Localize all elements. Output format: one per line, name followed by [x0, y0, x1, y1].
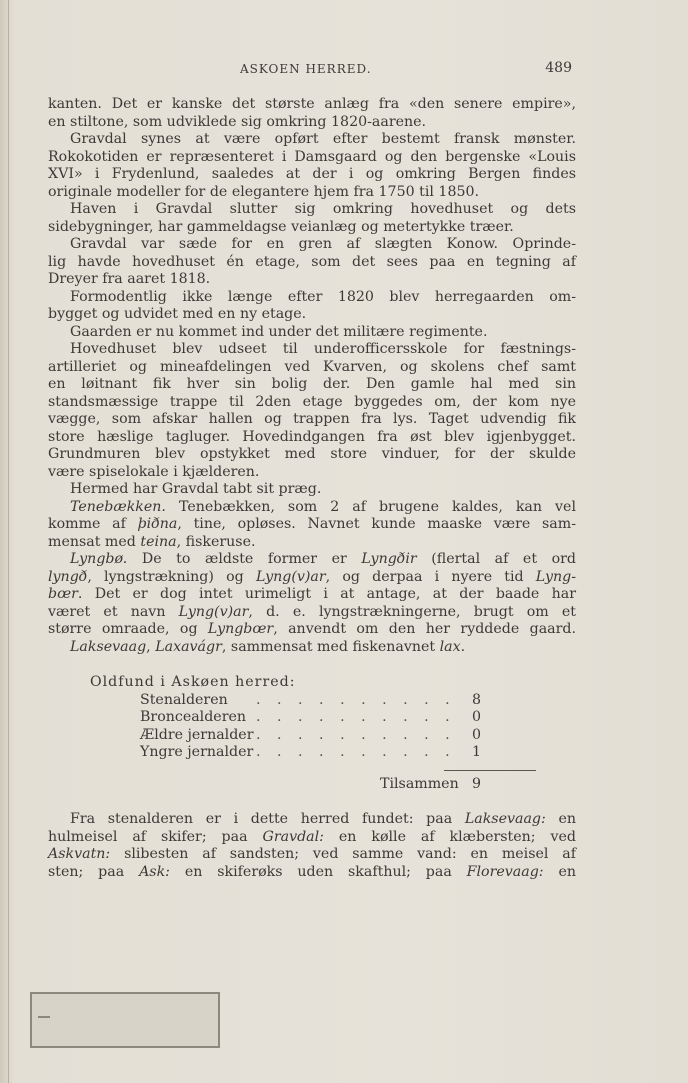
text-line: mensat med teina, fiskeruse. [48, 533, 256, 550]
stamp-mark [38, 1016, 50, 1018]
text-line: været et navn Lyng(v)ar, d. e. lyngstrækningerne, brugt om et [48, 603, 577, 620]
oldfund-table [48, 692, 576, 762]
text-line: Hovedhuset blev udseet til underofficersskole for fæstnings- [70, 341, 576, 357]
text-line: lig havde hovedhuset én etage, som det sees paa en tegning af [48, 253, 576, 270]
text-line: originale modeller for de elegantere hjem fra 1750 til 1850. [48, 183, 480, 200]
text-line: Tenebækken. Tenebækken, som 2 af brugene kaldes, kan vel [70, 498, 576, 515]
text-line: sten; paa Ask: en skiferøks uden skafthul; paa Florevaag: en [48, 863, 576, 880]
text-line: sidebygninger, har gammeldagse veianlæg og metertykke træer. [48, 218, 514, 235]
leader-dots: . . . . . . . . . . [256, 744, 456, 760]
text-line: bœr. Det er dog intet urimeligt i at antage, at der baade har [48, 586, 576, 602]
text-line: Laksevaag, Laxavágr, sammensat med fiskenavnet lax. [70, 638, 466, 655]
oldfund-row [48, 692, 576, 710]
leader-dots: . . . . . . . . . . [256, 709, 456, 725]
find-count: 0 [472, 726, 482, 743]
closing-paragraph [48, 811, 576, 881]
text-line: Hermed har Gravdal tabt sit præg. [70, 481, 322, 497]
period-label: Ældre jernalder [140, 726, 254, 743]
text-line: være spiselokale i kjælderen. [48, 463, 260, 480]
total-value: 9 [472, 775, 482, 792]
oldfund-row [48, 727, 576, 745]
oldfund-total-row [48, 776, 576, 794]
body-text [48, 96, 576, 881]
text-line: komme af þiðna, tine, opløses. Navnet kunde maaske være sam- [48, 516, 576, 532]
text-line: lyngð, lyngstrækning) og Lyng(v)ar, og derpaa i nyere tid Lyng- [48, 568, 576, 585]
find-count: 0 [472, 709, 482, 725]
oldfund-row [48, 744, 576, 762]
oldfund-row [48, 709, 576, 727]
text-line: Grundmuren blev opstykket med store vinduer, for der skulde [48, 446, 576, 462]
text-line: Formodentlig ikke længe efter 1820 blev herregaarden om- [70, 288, 576, 305]
text-line: Gravdal synes at være opført efter bestemt fransk mønster. [70, 131, 576, 147]
text-line: Fra stenalderen er i dette herred fundet: paa Laksevaag: en [70, 811, 576, 827]
period-label: Broncealderen [140, 709, 247, 725]
page-header [60, 58, 590, 82]
running-title: ASKOEN HERRED. [240, 62, 372, 76]
body-paragraphs [48, 96, 576, 656]
text-line: Rokokotiden er repræsenteret i Damsgaard og den bergenske «Louis [48, 148, 576, 165]
text-line: store hæslige tagluger. Hovedindgangen fra øst blev igjenbygget. [48, 428, 576, 445]
text-line: Gaarden er nu kommet ind under det militære regimente. [70, 323, 488, 340]
page-spine-edge [8, 0, 9, 1083]
text-line: Askvatn: slibesten af sandsten; ved samme vand: en meisel af [48, 846, 576, 862]
period-label: Stenalderen [140, 691, 228, 708]
text-line: hulmeisel af skifer; paa Gravdal: en kølle af klæbersten; ved [48, 828, 577, 845]
text-line: Lyngbø. De to ældste former er Lyngðir (flertal af et ord [70, 551, 576, 567]
text-line: en stiltone, som udviklede sig omkring 1820-aarene. [48, 113, 427, 130]
leader-dots: . . . . . . . . . . [256, 726, 456, 743]
text-line: artilleriet og mineafdelingen ved Kvarven, og skolens chef samt [48, 358, 576, 375]
text-line: kanten. Det er kanske det største anlæg fra «den senere empire», [48, 96, 576, 112]
text-line: større omraade, og Lyngbœr, anvendt om den her ryddede gaard. [48, 621, 576, 637]
find-count: 1 [472, 744, 482, 760]
sum-rule [444, 770, 536, 771]
text-line: Dreyer fra aaret 1818. [48, 271, 211, 287]
find-count: 8 [472, 691, 482, 708]
text-line: Gravdal var sæde for en gren af slægten Konow. Oprinde- [70, 236, 576, 252]
library-stamp-box [30, 992, 220, 1048]
oldfund-heading: Oldfund i Askøen herred: [90, 674, 296, 690]
text-line: XVI» i Frydenlund, saaledes at der i og omkring Bergen findes [48, 166, 576, 182]
page-number: 489 [545, 60, 572, 76]
total-label: Tilsammen [380, 775, 459, 792]
text-line: Haven i Gravdal slutter sig omkring hovedhuset og dets [70, 201, 576, 217]
text-line: bygget og udvidet med en ny etage. [48, 306, 307, 322]
leader-dots: . . . . . . . . . . [256, 691, 456, 708]
period-label: Yngre jernalder [140, 744, 254, 760]
text-line: en løitnant fik hver sin bolig der. Den gamle hal med sin [48, 376, 576, 392]
text-line: vægge, som afskar hallen og trappen fra lys. Taget udvendig fik [48, 411, 576, 427]
text-line: standsmæssige trappe til 2den etage byggedes om, der kom nye [48, 393, 576, 410]
